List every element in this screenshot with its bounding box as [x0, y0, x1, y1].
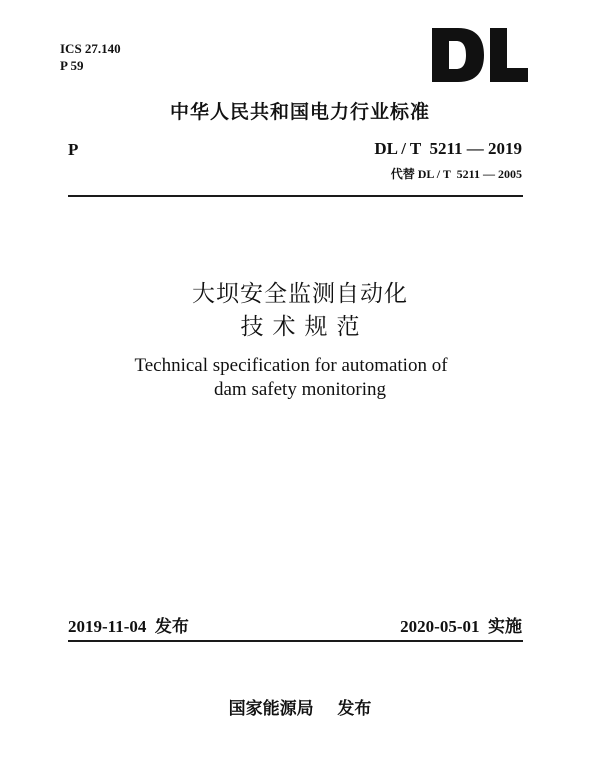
- standard-number: DL / T 5211 — 2019: [374, 139, 522, 158]
- replaces-standard: 代替 DL / T 5211 — 2005: [390, 167, 522, 181]
- logo-letter-d: [432, 28, 484, 82]
- classification-codes: [60, 40, 121, 74]
- dl-logo: [432, 26, 532, 84]
- bottom-divider: [68, 640, 523, 642]
- category-code: P: [68, 140, 79, 159]
- publisher: 国家能源局 发布: [228, 699, 372, 719]
- title-chinese-line-2: 技术规范: [240, 314, 369, 340]
- issue-date: 2019-11-04 发布: [68, 617, 189, 636]
- logo-letter-l: [490, 28, 528, 82]
- title-english-line-2: dam safety monitoring: [213, 379, 387, 400]
- industry-standard-heading: 中华人民共和国电力行业标准: [169, 101, 430, 123]
- ics-code: ICS 27.140: [60, 41, 121, 56]
- top-divider: [68, 195, 523, 197]
- title-chinese-line-1: 大坝安全监测自动化: [192, 281, 408, 307]
- title-english-line-1: Technical specification for automation of: [134, 355, 448, 376]
- implementation-date: 2020-05-01 实施: [400, 617, 522, 636]
- ccs-code: P 59: [60, 58, 84, 73]
